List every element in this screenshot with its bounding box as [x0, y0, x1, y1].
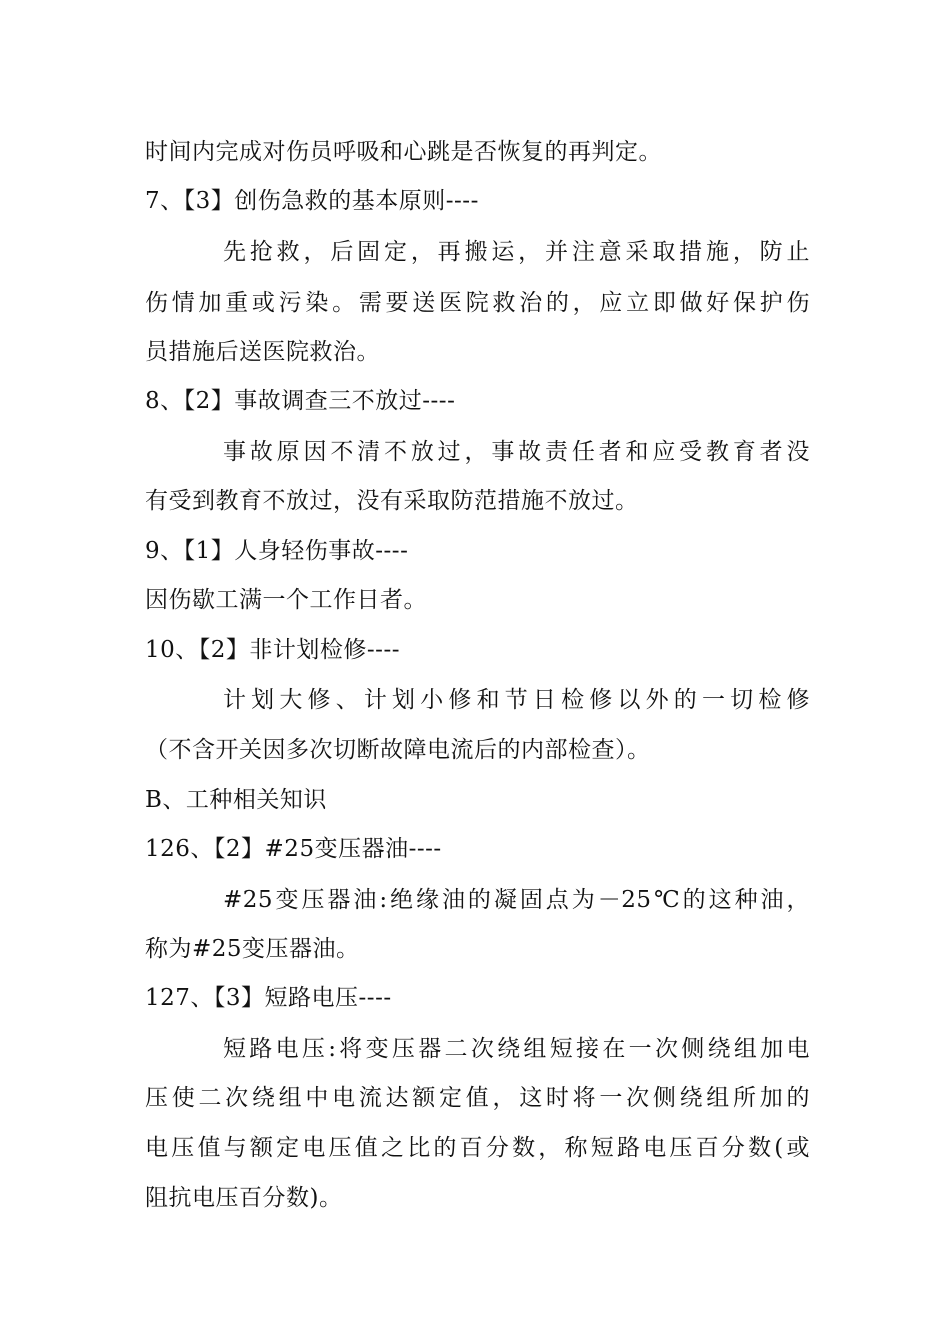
paragraph-line: 压使二次绕组中电流达额定值，这时将一次侧绕组所加的: [145, 1085, 810, 1111]
paragraph-line: （不含开关因多次切断故障电流后的内部检查）。: [145, 737, 651, 763]
item-heading: 7、【3】创伤急救的基本原则----: [145, 188, 479, 214]
item-heading: 127、【3】短路电压----: [145, 985, 392, 1011]
paragraph-line: 因伤歇工满一个工作日者。: [145, 587, 427, 613]
section-heading: B、工种相关知识: [145, 787, 327, 813]
paragraph-line: 阻抗电压百分数)。: [145, 1185, 343, 1211]
item-heading: 10、【2】非计划检修----: [145, 637, 400, 663]
paragraph-line: 先抢救，后固定，再搬运，并注意采取措施，防止: [223, 239, 810, 265]
paragraph-line: 有受到教育不放过，没有采取防范措施不放过。: [145, 488, 639, 514]
paragraph-line: 员措施后送医院救治。: [145, 339, 380, 365]
paragraph-line: 时间内完成对伤员呼吸和心跳是否恢复的再判定。: [145, 139, 662, 165]
paragraph-line: 电压值与额定电压值之比的百分数，称短路电压百分数(或: [145, 1135, 810, 1161]
paragraph-line: 伤情加重或污染。需要送医院救治的，应立即做好保护伤: [145, 290, 810, 316]
item-heading: 126、【2】#25变压器油----: [145, 836, 442, 862]
paragraph-line: 称为#25变压器油。: [145, 936, 360, 962]
paragraph-line: 计划大修、计划小修和节日检修以外的一切检修: [223, 687, 810, 713]
paragraph-line: 事故原因不清不放过，事故责任者和应受教育者没: [223, 439, 810, 465]
paragraph-line: 短路电压:将变压器二次绕组短接在一次侧绕组加电: [223, 1036, 810, 1062]
item-heading: 9、【1】人身轻伤事故----: [145, 538, 409, 564]
item-heading: 8、【2】事故调查三不放过----: [145, 388, 456, 414]
paragraph-line: #25变压器油:绝缘油的凝固点为－25℃的这种油，: [223, 887, 810, 913]
